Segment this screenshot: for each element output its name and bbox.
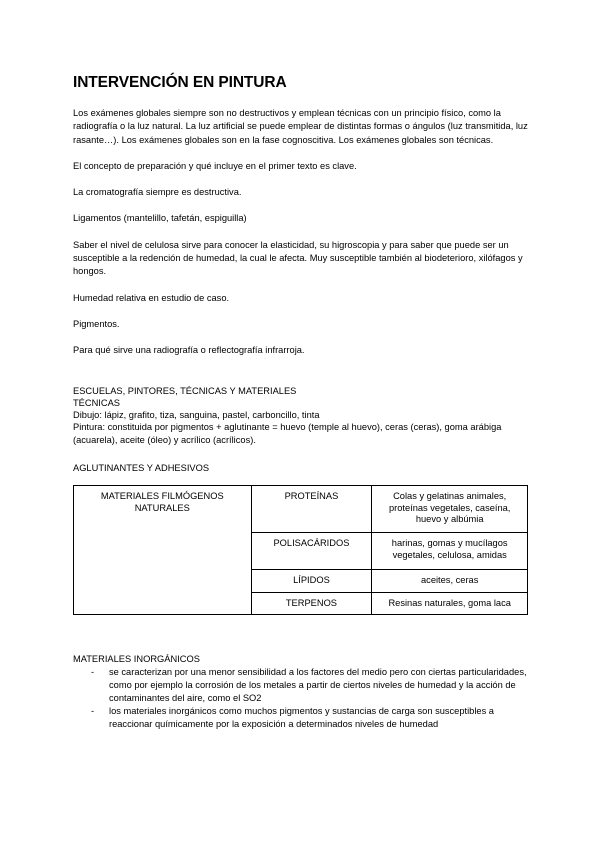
paragraph-examenes: Los exámenes globales siempre son no destructivos y emplean técnicas con un principio físico, como la radiografía o la luz natural. La luz artificial se puede emplear de distintas formas o ángulos (luz transmitida, luz rasante…). Los exámenes globales son en la fase cognoscitiva. Los exámenes globales son técnicas. [73,108,528,145]
line-dibujo: Dibujo: lápiz, grafito, tiza, sanguina, pastel, carboncillo, tinta [73,410,320,421]
section-heading-escuelas: ESCUELAS, PINTORES, TÉCNICAS Y MATERIALES [73,385,297,396]
category-label: POLISACÁRIDOS [273,538,350,549]
list-item-text: los materiales inorgánicos como muchos pigmentos y sustancias de carga son susceptibles a reaccionar químicamente por la exposición a determinados niveles de humedad [109,705,494,729]
category-cell [251,533,372,570]
category-label: PROTEÍNAS [284,491,339,502]
paragraph-preparacion: El concepto de preparación y qué incluye en el primer texto es clave. [73,160,357,171]
document-page [73,74,528,731]
examples-text: Resinas naturales, goma laca [388,597,511,608]
examples-cell [372,486,528,533]
group-label: MATERIALES FILMÓGENOS NATURALES [100,491,224,513]
table-row [74,486,528,533]
category-cell [251,570,372,593]
bullet-dash: - [91,705,95,716]
inorganicos-list [73,666,528,731]
line-pintura: Pintura: constituida por pigmentos + aglutinante = huevo (temple al huevo), ceras (ceras), goma arábiga (acuarela), aceite (óleo) y acrílico (acrílicos). [73,422,502,445]
paragraph-radiografia: Para qué sirve una radiografía o reflectografía infrarroja. [73,345,305,356]
list-item [73,666,528,705]
section-heading-inorganicos: MATERIALES INORGÁNICOS [73,654,200,665]
category-label: LÍPIDOS [293,575,330,586]
examples-text: aceites, ceras [421,575,479,586]
examples-cell [372,533,528,570]
section-subheading-tecnicas: TÉCNICAS [73,397,121,408]
paragraph-humedad: Humedad relativa en estudio de caso. [73,292,230,303]
document-title: INTERVENCIÓN EN PINTURA [73,74,287,91]
category-cell [251,592,372,615]
category-cell [251,486,372,533]
list-item-text: se caracterizan por una menor sensibilidad a los factores del medio pero con ciertas particularidades, como por ejemplo la corrosión de los metales a partir de ciertos niveles de humedad y la acción de contaminantes del aire, como el SO2 [109,666,527,703]
category-label: TERPENOS [285,597,338,608]
paragraph-cromatografia: La cromatografía siempre es destructiva. [73,187,242,198]
list-item [73,705,528,731]
examples-text: Colas y gelatinas animales, proteínas vegetales, caseína, huevo y albúmia [388,491,511,525]
examples-cell [372,570,528,593]
bullet-dash: - [91,666,95,677]
examples-text: harinas, gomas y mucílagos vegetales, celulosa, amidas [391,538,508,560]
paragraph-pigmentos: Pigmentos. [73,318,120,329]
group-label-cell [74,486,252,615]
aglutinantes-table [73,485,528,615]
section-heading-aglutinantes: AGLUTINANTES Y ADHESIVOS [73,463,210,474]
paragraph-celulosa: Saber el nivel de celulosa sirve para conocer la elasticidad, su higroscopia y para saber que puede ser un susceptible a la redención de humedad, la cual le afecta. Muy susceptible también al biodeterioro, xilófagos y hongos. [73,239,523,277]
paragraph-ligamentos: Ligamentos (mantelillo, tafetán, espiguilla) [73,213,247,224]
examples-cell [372,592,528,615]
